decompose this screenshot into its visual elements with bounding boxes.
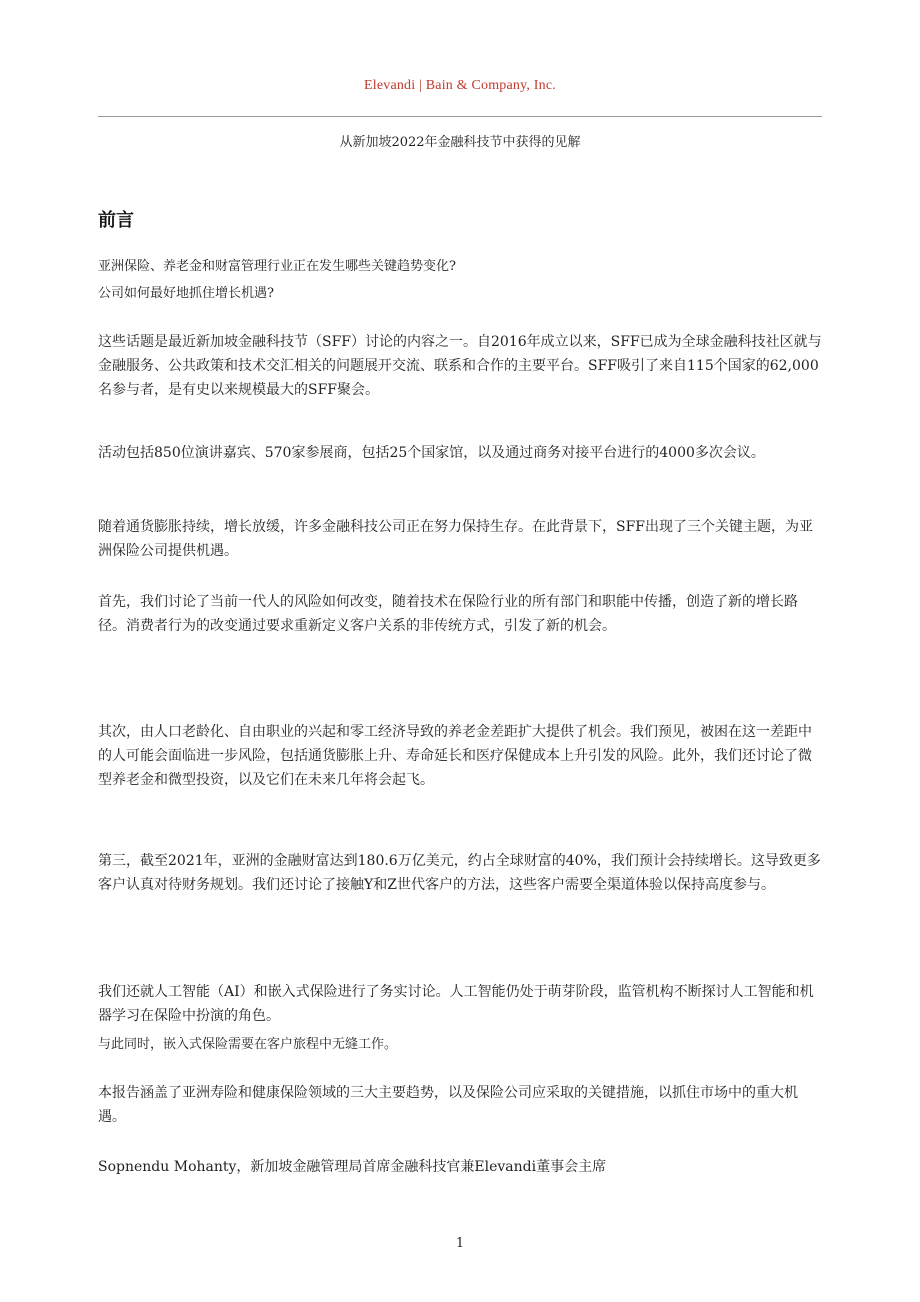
header-subtitle: 从新加坡2022年金融科技节中获得的见解: [339, 135, 581, 150]
paragraph-intro: 这些话题是最近新加坡金融科技节（SFF）讨论的内容之一。自2016年成立以来，SFF已成为全球金融科技社区就与金融服务、公共政策和技术交汇相关的问题展开交流、联系和合作的主要平台。SFF吸引了来自115个国家的62,000名参与者，是有史以来规模最大的SFF聚会。: [98, 334, 822, 398]
question-1: 亚洲保险、养老金和财富管理行业正在发生哪些关键趋势变化?: [98, 259, 456, 274]
paragraph-embedded-insurance: 与此同时，嵌入式保险需要在客户旅程中无缝工作。: [98, 1037, 398, 1052]
header-brand: Elevandi | Bain & Company, Inc.: [363, 78, 556, 93]
paragraph-context: 随着通货膨胀持续，增长放缓，许多金融科技公司正在努力保持生存。在此背景下，SFF出现了三个关键主题，为亚洲保险公司提供机遇。: [98, 519, 814, 559]
question-2: 公司如何最好地抓住增长机遇?: [98, 286, 274, 301]
section-title: 前言: [98, 210, 134, 231]
header-divider: [98, 116, 822, 117]
paragraph-second-theme: 其次，由人口老龄化、自由职业的兴起和零工经济导致的养老金差距扩大提供了机会。我们预见，被困在这一差距中的人可能会面临进一步风险，包括通货膨胀上升、寿命延长和医疗保健成本上升引发的风险。此外，我们还讨论了微型养老金和微型投资，以及它们在未来几年将会起飞。: [98, 724, 812, 788]
paragraph-ai-discussion: 我们还就人工智能（AI）和嵌入式保险进行了务实讨论。人工智能仍处于萌芽阶段，监管机构不断探讨人工智能和机器学习在保险中扮演的角色。: [98, 984, 814, 1024]
paragraph-report-scope: 本报告涵盖了亚洲寿险和健康保险领域的三大主要趋势，以及保险公司应采取的关键措施，以抓住市场中的重大机遇。: [98, 1085, 798, 1125]
author-signature: Sopnendu Mohanty，新加坡金融管理局首席金融科技官兼Elevandi董事会主席: [98, 1159, 607, 1175]
paragraph-first-theme: 首先，我们讨论了当前一代人的风险如何改变，随着技术在保险行业的所有部门和职能中传播，创造了新的增长路径。消费者行为的改变通过要求重新定义客户关系的非传统方式，引发了新的机会。: [98, 594, 798, 634]
paragraph-event-stats: 活动包括850位演讲嘉宾、570家参展商，包括25个国家馆，以及通过商务对接平台进行的4000多次会议。: [98, 445, 765, 461]
paragraph-third-theme: 第三，截至2021年，亚洲的金融财富达到180.6万亿美元，约占全球财富的40%，我们预计会持续增长。这导致更多客户认真对待财务规划。我们还讨论了接触Y和Z世代客户的方法，这些客户需要全渠道体验以保持高度参与。: [98, 853, 821, 893]
page-number: 1: [455, 1236, 465, 1251]
